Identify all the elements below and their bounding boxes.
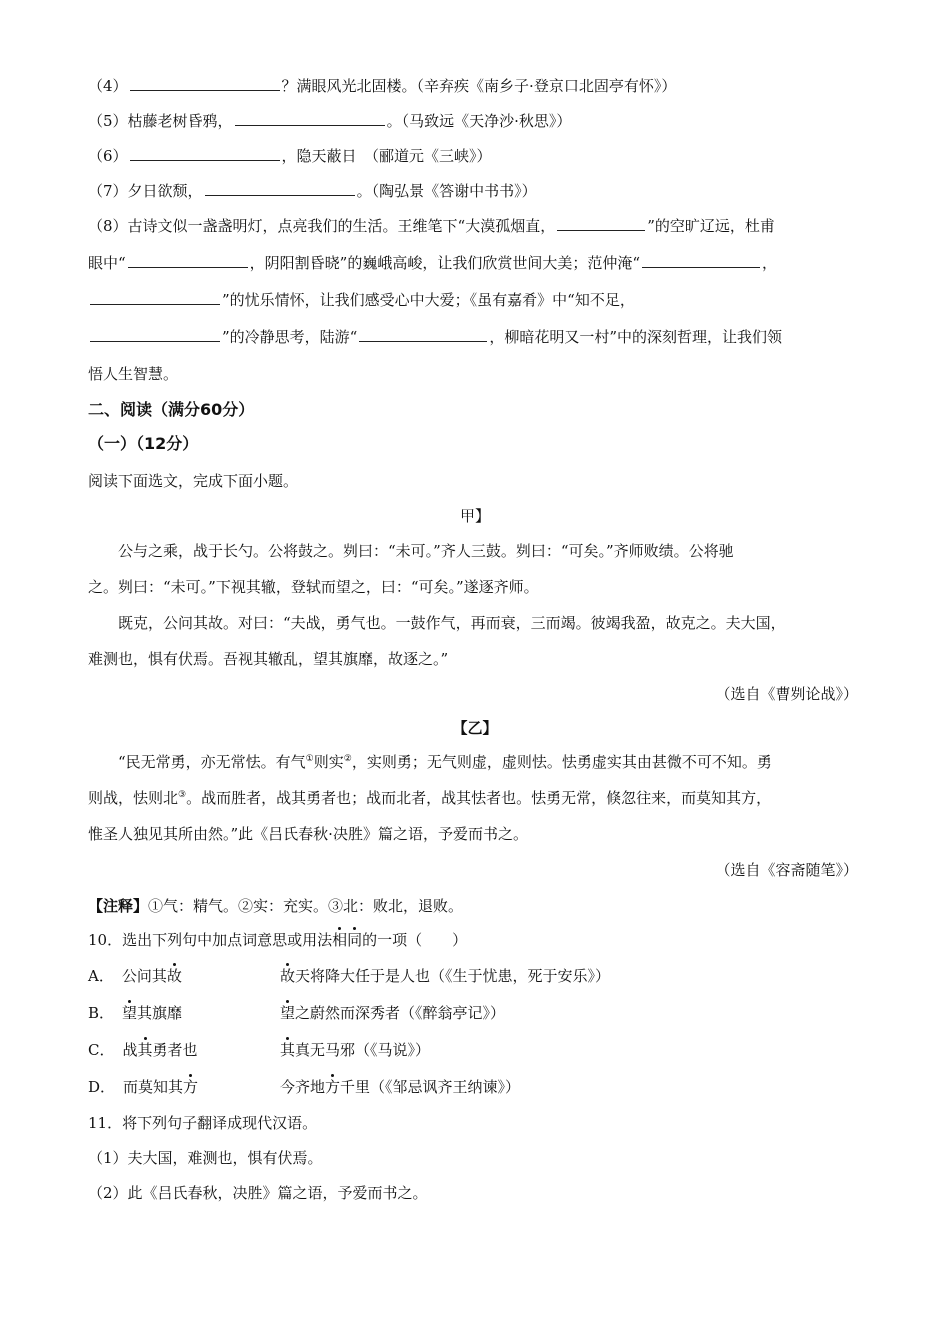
question-11-item: （2）此《吕氏春秋，决胜》篇之语，予爱而书之。 — [88, 1184, 428, 1202]
dictation-line-8a: （8）古诗文似一盏盏明灯，点亮我们的生活。王维笔下“大漠孤烟直， ”的空旷辽远，杜甫 — [88, 217, 775, 235]
passage-yi-line: 则战，怯则北③。战而胜者，战其勇者也；战而北者，战其怯者也。怯勇无常，倏忽往来，而莫知其方， — [88, 789, 772, 807]
passage-yi-line: “民无常勇，亦无常怯。有气①则实②，实则勇；无气则虚，虚则怯。怯勇虚实其由甚微不可不知。勇 — [118, 753, 772, 771]
passage-jia-line: 公与之乘，战于长勺。公将鼓之。刿曰：“未可。”齐人三鼓。刿曰：“可矣。”齐师败绩。公将驰 — [118, 542, 734, 560]
dictation-line-5: （5）枯藤老树昏鸦， 。（马致远《天净沙·秋思》） — [88, 112, 572, 130]
fill-blank[interactable] — [642, 253, 760, 268]
question-11-item: （1）夫大国，难测也，惧有伏焉。 — [88, 1149, 323, 1167]
footnote-mark: ① — [305, 754, 314, 764]
dictation-line-6: （6） ，隐天蔽日 （郦道元《三峡》） — [88, 147, 492, 165]
option-c-compare: 其真无马邪（《马说》） — [280, 1041, 431, 1059]
section-title: 二、阅读（满分60分） — [88, 400, 255, 419]
option-d-compare: 今齐地方千里（《邹忌讽齐王纳谏》） — [280, 1078, 521, 1096]
footnote-mark: ③ — [178, 790, 187, 800]
dictation-line-4: （4） ？满眼风光北固楼。（辛弃疾《南乡子·登京口北固亭有怀》） — [88, 77, 677, 95]
passage-jia-heading: 甲】 — [459, 507, 490, 525]
option-a[interactable]: A． 公问其故 — [88, 967, 182, 985]
passage-yi-source: （选自《容斋随笔》） — [715, 861, 858, 879]
fill-blank[interactable] — [557, 216, 645, 231]
option-b-compare: 望之蔚然而深秀者（《醉翁亭记》） — [280, 1004, 506, 1022]
option-a-compare: 故天将降大任于是人也（《生于忧患，死于安乐》） — [280, 967, 611, 985]
annotation: 【注释】①气：精气。②实：充实。③北：败北，退败。 — [88, 897, 464, 915]
fill-blank[interactable] — [130, 146, 280, 161]
subsection-title: （一）（12分） — [88, 434, 199, 453]
fill-blank[interactable] — [205, 181, 355, 196]
question-11-stem: 11．将下列句子翻译成现代汉语。 — [88, 1114, 318, 1132]
passage-jia-line: 既克，公问其故。对曰：“夫战，勇气也。一鼓作气，再而衰，三而竭。彼竭我盈，故克之。夫大国， — [118, 614, 786, 632]
passage-yi-heading: 【乙】 — [452, 719, 498, 737]
option-c[interactable]: C． 战其勇者也 — [88, 1041, 198, 1059]
dictation-line-8d: ”的冷静思考，陆游“ ，柳暗花明又一村”中的深刻哲理，让我们领 — [88, 327, 782, 347]
passage-jia-line: 之。刿曰：“未可。”下视其辙，登轼而望之，曰：“可矣。”遂逐齐师。 — [88, 578, 539, 596]
option-b[interactable]: B． 望其旗靡 — [88, 1004, 183, 1022]
fill-blank[interactable] — [359, 327, 487, 342]
question-10-stem: 10．选出下列句中加点词意思或用法相同的一项（ ） — [88, 931, 468, 949]
dictation-line-8b: 眼中“ ，阴阳割昏晓”的巍峨高峻，让我们欣赏世间大美；范仲淹“ ， — [88, 254, 778, 272]
option-d[interactable]: D． 而莫知其方 — [88, 1078, 199, 1096]
dictation-line-8e: 悟人生智慧。 — [88, 365, 179, 383]
fill-blank[interactable] — [90, 290, 220, 305]
dictation-line-7: （7）夕日欲颓， 。（陶弘景《答谢中书书》） — [88, 182, 537, 200]
passage-jia-line: 难测也，惧有伏焉。吾视其辙乱，望其旗靡，故逐之。” — [88, 650, 449, 668]
dictation-line-8c: ”的忧乐情怀，让我们感受心中大爱；《虽有嘉肴》中“知不足， — [88, 290, 635, 310]
fill-blank[interactable] — [130, 76, 280, 91]
instruction: 阅读下面选文，完成下面小题。 — [88, 472, 299, 490]
fill-blank[interactable] — [90, 327, 220, 342]
passage-jia-source: （选自《曹刿论战》） — [715, 685, 858, 703]
passage-yi-line: 惟圣人独见其所由然。”此《吕氏春秋·决胜》篇之语，予爱而书之。 — [88, 825, 528, 843]
fill-blank[interactable] — [128, 253, 248, 268]
fill-blank[interactable] — [235, 111, 385, 126]
footnote-mark: ② — [343, 754, 352, 764]
